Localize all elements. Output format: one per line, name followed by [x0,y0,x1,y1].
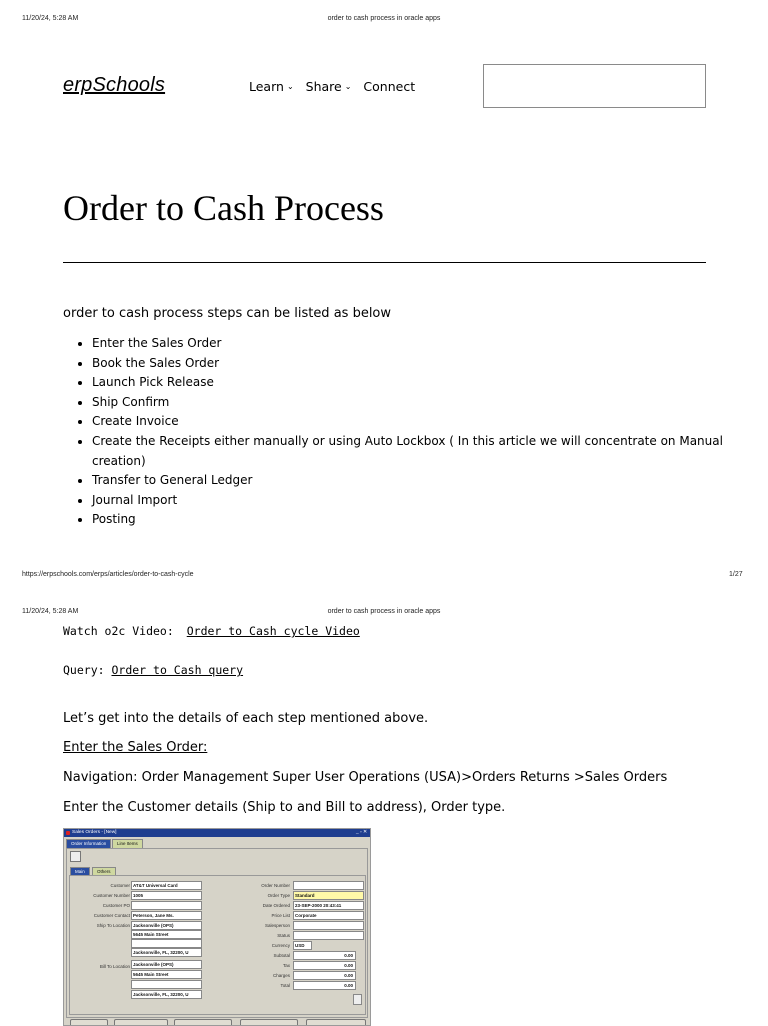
currency-field: USD [293,941,312,950]
ship-address-line [131,939,202,948]
query-link[interactable]: Order to Cash query [111,663,244,677]
list-item: • Ship Confirm [92,393,737,413]
subtab-others: Others [92,867,116,876]
list-item: • Journal Import [92,491,737,511]
window-controls-icon: _ ▫ ✕ [355,830,367,835]
list-item: • Transfer to General Ledger [92,471,737,491]
chevron-down-icon: ⌄ [344,82,352,91]
order-type-field: Standard [293,891,364,900]
bill-address-line: Jacksonville, FL, 32200, U [131,990,202,999]
status-field [293,931,364,940]
video-line [63,624,360,638]
list-item: • Book the Sales Order [92,354,737,374]
field-label: Customer Number [93,893,130,898]
field-label: Bill To Location [99,964,130,969]
navigation-text: Navigation: Order Management Super User Operations (USA)>Orders Returns >Sales Orders [63,770,668,785]
list-item: • Enter the Sales Order [92,334,737,354]
tax-field: 0.00 [293,961,356,970]
chevron-down-icon: ⌄ [286,82,294,91]
section-heading[interactable]: Enter the Sales Order: [63,740,208,755]
page-title: Order to Cash Process [63,188,384,228]
search-input[interactable] [483,64,706,108]
field-label: Salesperson [264,923,290,928]
bill-to-field: Jacksonville (OPS) [131,960,202,969]
nav-share[interactable] [306,79,352,94]
field-label: Tax [282,963,290,968]
ship-address-line: Jacksonville, FL, 32200, U [131,948,202,957]
field-label: Customer PO [102,903,130,908]
checkbox-icon [353,994,362,1005]
print-url: https://erpschools.com/erps/articles/order-to-cash-cycle [22,571,194,578]
list-item: • Launch Pick Release [92,373,737,393]
steps-list [63,334,737,530]
ship-to-field: Jacksonville (OPS) [131,921,202,930]
tab-line-items: Line Items [112,839,143,848]
field-label: Price List [271,913,290,918]
field-label: Total [280,983,290,988]
field-label: Customer [110,883,130,888]
nav-connect[interactable] [363,79,415,94]
nav-learn[interactable] [249,79,294,94]
field-label: Date Ordered [262,903,290,908]
field-label: Currency [271,943,290,948]
ship-address-line: 5645 Main Street [131,930,202,939]
form-button [240,1019,298,1026]
title-divider [63,262,706,263]
bill-address-line: 5645 Main Street [131,970,202,979]
form-button [114,1019,168,1026]
query-line [63,663,243,677]
field-label: Order Type [267,893,290,898]
intro-text: order to cash process steps can be listed as below [63,306,392,321]
form-window-title: Sales Orders - [New] [72,830,117,835]
total-field: 0.00 [293,981,356,990]
field-label: Ship To Location [96,923,130,928]
print-page-number: 1/27 [729,571,743,578]
customer-contact-field: Peterson, Jane Ms. [131,911,202,920]
form-button [174,1019,232,1026]
bill-address-line [131,980,202,989]
main-nav [249,79,415,94]
tab-order-information: Order Information [66,839,111,848]
list-item: • Posting [92,510,737,530]
query-label: Query: [63,663,105,677]
salesperson-field [293,921,364,930]
form-button [70,1019,108,1026]
video-link[interactable]: Order to Cash cycle Video [186,624,360,638]
field-label: Charges [272,973,290,978]
print-datetime: 11/20/24, 5:28 AM [22,15,79,22]
field-label: Subtotal [273,953,290,958]
form-titlebar [64,829,370,837]
list-item: • Create the Receipts either manually or using Auto Lockbox ( In this article we will concentrate on Manual creation) [92,432,737,471]
nav-share-label: Share [305,79,342,94]
nav-connect-label: Connect [363,79,416,94]
print-datetime: 11/20/24, 5:28 AM [22,608,79,615]
customer-number-field: 1005 [131,891,202,900]
field-label: Order Number [261,883,290,888]
nav-learn-label: Learn [249,79,284,94]
customer-field: AT&T Universal Card [131,881,202,890]
list-item: • Create Invoice [92,412,737,432]
customer-po-field [131,901,202,910]
site-logo[interactable]: erpSchools [63,74,166,96]
form-button [306,1019,366,1026]
charges-field: 0.00 [293,971,356,980]
sales-order-form-image [63,828,371,1026]
field-label: Status [277,933,290,938]
print-title: order to cash process in oracle apps [327,608,441,615]
subtotal-field: 0.00 [293,951,356,960]
details-intro: Let’s get into the details of each step mentioned above. [63,711,429,726]
date-ordered-field: 23-SEP-2000 20:43:41 [293,901,364,910]
subtab-main: Main [70,867,90,876]
order-number-field [293,881,364,890]
oracle-icon [66,831,70,835]
field-label: Customer Contact [93,913,130,918]
customer-note: Enter the Customer details (Ship to and Bill to address), Order type. [63,800,506,815]
print-title: order to cash process in oracle apps [327,15,441,22]
price-list-field: Corporate [293,911,364,920]
video-label: Watch o2c Video: [63,624,174,638]
flashlight-icon [70,851,81,862]
